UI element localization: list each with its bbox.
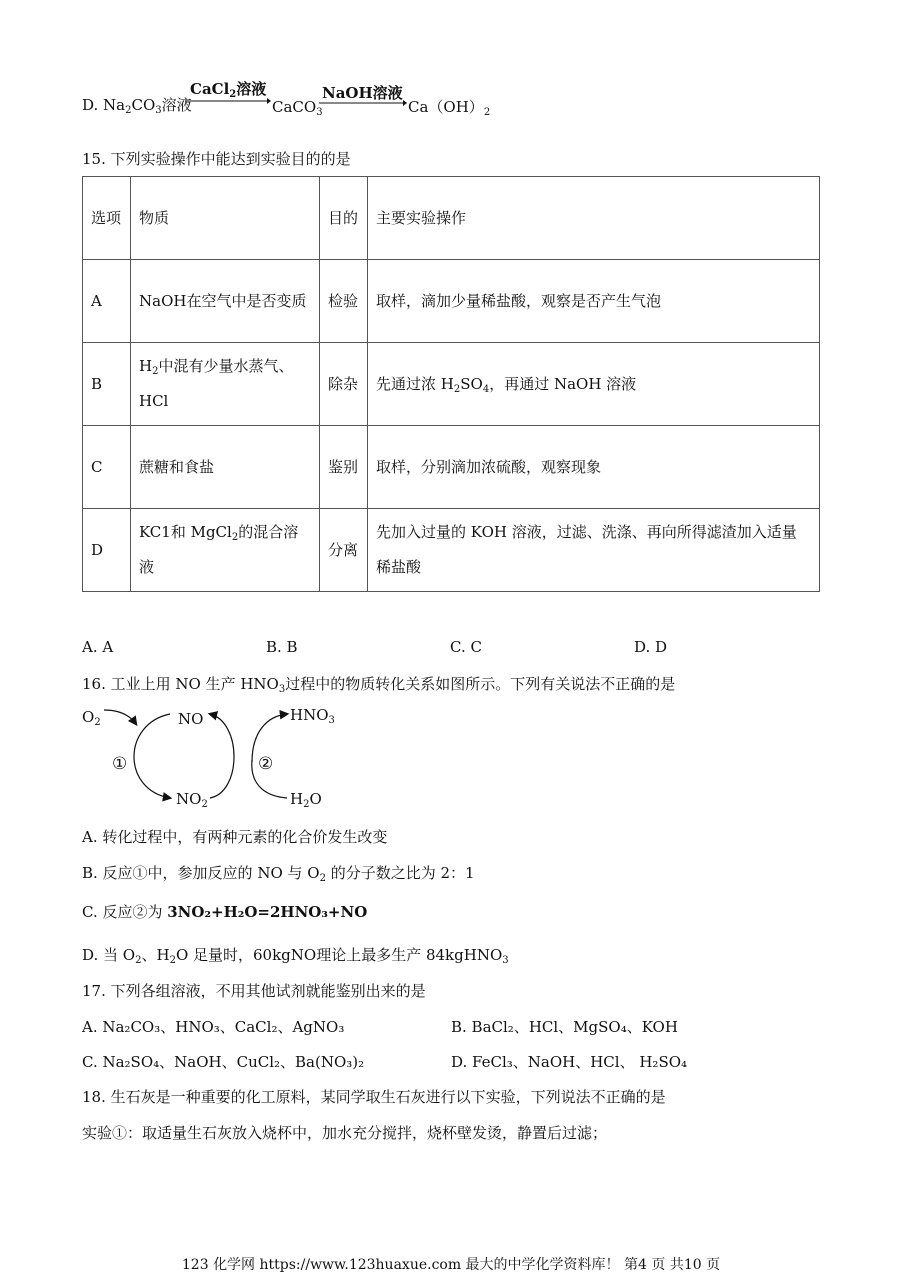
q16-option-b: B. 反应①中，参加反应的 NO 与 $O_2$ 的分子数之比为 2：1 xyxy=(82,864,475,884)
q16-equation: 3NO₂+H₂O=2HNO₃+NO xyxy=(167,903,368,921)
table-row xyxy=(83,260,820,343)
q14-arrow1-label: CaCl$_2$溶液 xyxy=(190,80,267,100)
q18-stem: 18. 生石灰是一种重要的化工原料，某同学取生石灰进行以下实验，下列说法不正确的是 xyxy=(82,1088,666,1106)
row-c-operation: 取样，分别滴加浓硫酸，观察现象 xyxy=(368,426,820,509)
q16-option-c: C. 反应②为 3NO₂+H₂O=2HNO₃+NO xyxy=(82,903,368,921)
row-b-option: B xyxy=(83,343,131,426)
row-b-purpose: 除杂 xyxy=(320,343,368,426)
diagram-no: NO xyxy=(178,710,204,728)
q15-choice-a: A. A xyxy=(82,638,114,656)
row-c-option: C xyxy=(83,426,131,509)
diagram-o2: $O_2$ xyxy=(82,708,101,728)
diagram-h2o: $H_2O$ xyxy=(290,790,322,810)
page-footer: 123 化学网 https://www.123huaxue.com 最大的中学化学资料库！ 第4 页 共10 页 xyxy=(181,1257,721,1273)
q17-option-d: D. FeCl₃、NaOH、HCl、 H₂SO₄ xyxy=(451,1053,688,1071)
header-option: 选项 xyxy=(83,177,131,260)
header-substance: 物质 xyxy=(131,177,320,260)
header-operation: 主要实验操作 xyxy=(368,177,820,260)
row-d-purpose: 分离 xyxy=(320,509,368,592)
row-b-operation: 先通过浓 $H_2SO_4$，再通过 NaOH 溶液 xyxy=(368,343,820,426)
diagram-no2: $NO_2$ xyxy=(176,790,208,810)
row-a-option: A xyxy=(83,260,131,343)
q14-arrow1 xyxy=(185,96,271,106)
table-row xyxy=(83,177,820,260)
header-purpose: 目的 xyxy=(320,177,368,260)
diagram-step2: ② xyxy=(258,754,274,774)
table-row xyxy=(83,426,820,509)
row-d-option: D xyxy=(83,509,131,592)
q16-cycle-diagram xyxy=(82,702,342,812)
q14-caco3: CaCO$_3$ xyxy=(272,98,323,118)
q15-choice-d: D. D xyxy=(634,638,668,656)
row-a-purpose: 检验 xyxy=(320,260,368,343)
q16-option-a: A. 转化过程中，有两种元素的化合价发生改变 xyxy=(82,828,388,846)
q17-option-a: A. Na₂CO₃、HNO₃、CaCl₂、AgNO₃ xyxy=(82,1018,345,1036)
row-c-purpose: 鉴别 xyxy=(320,426,368,509)
q16-stem: 16. 工业上用 NO 生产 $HNO_3$过程中的物质转化关系如图所示。下列有关说法不正确的是 xyxy=(82,675,676,695)
row-b-substance: $H_2$中混有少量水蒸气、HCl xyxy=(131,343,320,426)
q15-table xyxy=(82,176,820,592)
q14-arrow2-label: NaOH溶液 xyxy=(322,84,403,102)
q14-option-d: D. $Na_2CO_3$溶液 xyxy=(82,96,192,116)
row-d-substance: KC1和 MgCl$_2$的混合溶液 xyxy=(131,509,320,592)
row-a-substance: NaOH在空气中是否变质 xyxy=(131,260,320,343)
q14-caoh2: $Ca(OH)_2$ xyxy=(408,98,491,118)
q15-choice-c: C. C xyxy=(450,638,482,656)
row-d-operation: 先加入过量的 KOH 溶液，过滤、洗涤、再向所得滤渣加入适量稀盐酸 xyxy=(368,509,820,592)
q17-stem: 17. 下列各组溶液，不用其他试剂就能鉴别出来的是 xyxy=(82,982,426,1000)
q18-experiment-1: 实验①：取适量生石灰放入烧杯中，加水充分搅拌，烧杯壁发烫，静置后过滤； xyxy=(82,1124,608,1142)
row-c-substance: 蔗糖和食盐 xyxy=(131,426,320,509)
table-row xyxy=(83,343,820,426)
q15-stem: 15. 下列实验操作中能达到实验目的的是 xyxy=(82,150,351,168)
q14-arrow2 xyxy=(319,98,407,108)
q17-option-c: C. Na₂SO₄、NaOH、CuCl₂、Ba(NO₃)₂ xyxy=(82,1053,365,1071)
q17-option-b: B. BaCl₂、HCl、MgSO₄、KOH xyxy=(451,1018,678,1036)
q16-option-d: D. 当 $O_2$、$H_2O$ 足量时，60kgNO理论上最多生产 84kgHNO$_3$ xyxy=(82,946,509,966)
table-row xyxy=(83,509,820,592)
row-a-operation: 取样，滴加少量稀盐酸，观察是否产生气泡 xyxy=(368,260,820,343)
diagram-step1: ① xyxy=(112,754,128,774)
diagram-hno3: $HNO_3$ xyxy=(290,706,335,726)
q15-choice-b: B. B xyxy=(266,638,298,656)
